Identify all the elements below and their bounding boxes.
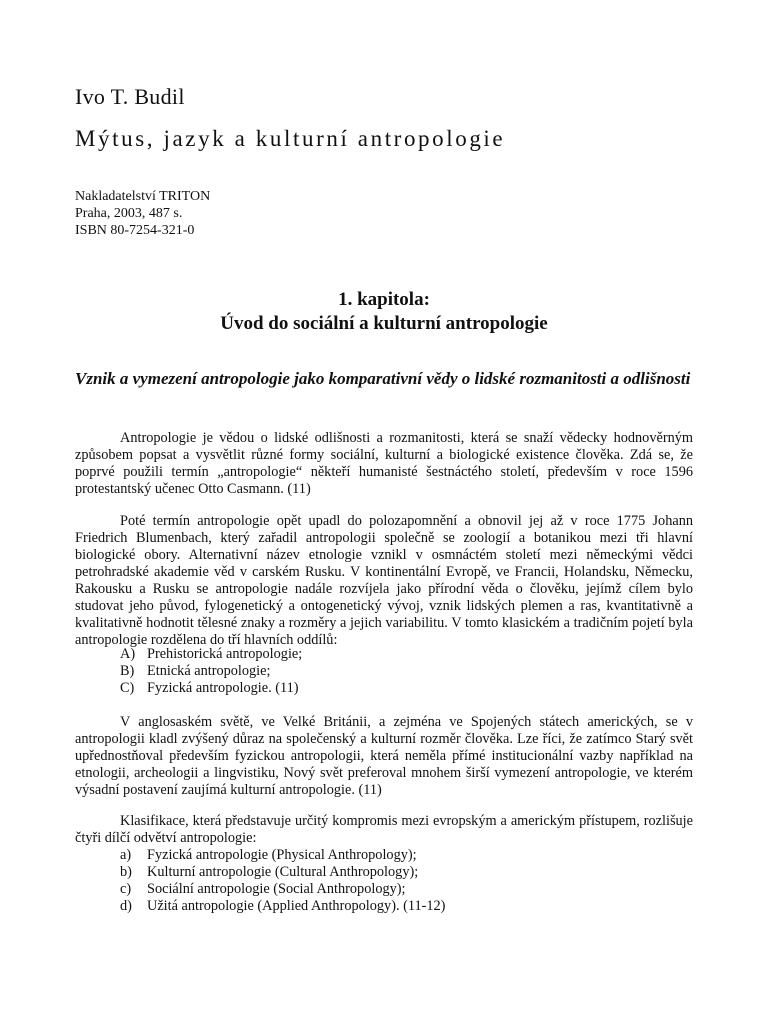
list-item	[120, 881, 445, 898]
list-item-text: Kulturní antropologie (Cultural Anthropology);	[147, 864, 419, 880]
branches-list	[120, 847, 445, 915]
list-marker: C)	[120, 680, 135, 696]
section-heading: Vznik a vymezení antropologie jako komparativní vědy o lidské rozmanitosti a odlišnosti	[75, 369, 691, 388]
chapter-heading	[0, 288, 768, 336]
paragraph-3	[75, 714, 693, 799]
list-marker: b)	[120, 864, 132, 880]
list-item-text: Etnická antropologie;	[147, 663, 271, 679]
list-item	[120, 864, 445, 881]
list-marker: B)	[120, 663, 135, 679]
paragraph-text: Poté termín antropologie opět upadl do polozapomnění a obnovil jej až v roce 1775 Johann Friedrich Blumenbach, který zařadil antropologii společně se zoologií a botanikou mezi tři hlavní biologické obory. Alternativní název etnologie vznikl v osmnáctém století mezi německými vědci petrohradské akademie věd v carském Rusku. V kontinentální Evropě, ve Francii, Holandsku, Německu, Rakousku a Rusku se antropologie nadále rozvíjela jako přírodní věda o člověku, jejímž cílem bylo studovat jeho původ, fylogenetický a ontogenetický vývoj, vznik lidských plemen a ras, kvantitativně a kvalitativně hodnotit tělesné znaky a rozměry a jejich variabilitu. V tomto klasickém a tradičním pojetí byla antropologie rozdělena do tří hlavních oddílů:	[75, 513, 693, 648]
list-item	[120, 646, 302, 663]
chapter-number: 1. kapitola:	[338, 289, 430, 310]
list-item-text: Užitá antropologie (Applied Anthropology). (11-12)	[147, 898, 446, 914]
list-item-text: Fyzická antropologie (Physical Anthropology);	[147, 847, 417, 863]
list-item-text: Fyzická antropologie. (11)	[147, 680, 299, 696]
author-name: Ivo T. Budil	[75, 84, 185, 109]
paragraph-text: V anglosaském světě, ve Velké Británii, a zejména ve Spojených státech amerických, se v antropologii kladl zvýšený důraz na společenský a kulturní rozměr člověka. Lze říci, že zatímco Starý svět upřednostňoval především fyzickou antropologii, která neměla přímé institucionální vazby například na etnologii, archeologii a lingvistiku, Nový svět preferoval mnohem širší vymezení antropologie, ve kterém výsadní postavení zaujímá kulturní antropologie. (11)	[75, 714, 693, 798]
list-marker: c)	[120, 881, 132, 897]
publisher: Nakladatelství TRITON	[75, 189, 211, 204]
list-item	[120, 663, 302, 680]
list-item	[120, 847, 445, 864]
list-item	[120, 680, 302, 697]
isbn: ISBN 80-7254-321-0	[75, 223, 195, 238]
book-title: Mýtus, jazyk a kulturní antropologie	[75, 126, 506, 151]
paragraph-4	[75, 813, 693, 847]
paragraph-2	[75, 513, 693, 649]
divisions-list	[120, 646, 302, 697]
list-item	[120, 898, 445, 915]
paragraph-text: Klasifikace, která představuje určitý kompromis mezi evropským a americkým přístupem, rozlišuje čtyři dílčí odvětví antropologie:	[75, 813, 693, 846]
publication-info	[75, 188, 210, 239]
list-marker: A)	[120, 646, 136, 662]
list-item-text: Sociální antropologie (Social Anthropology);	[147, 881, 406, 897]
list-marker: a)	[120, 847, 132, 863]
paragraph-1	[75, 430, 693, 498]
paragraph-text: Antropologie je vědou o lidské odlišnosti a rozmanitosti, která se snaží vědecky hodnověrným způsobem popsat a vysvětlit různé formy sociální, kulturní a biologické existence člověka. Zdá se, že poprvé použili termín „antropologie“ někteří humanisté šestnáctého století, především v roce 1596 protestantský učenec Otto Casmann. (11)	[75, 430, 693, 497]
list-marker: d)	[120, 898, 132, 914]
place-year-pages: Praha, 2003, 487 s.	[75, 206, 183, 221]
chapter-title: Úvod do sociální a kulturní antropologie	[220, 313, 548, 334]
list-item-text: Prehistorická antropologie;	[147, 646, 303, 662]
